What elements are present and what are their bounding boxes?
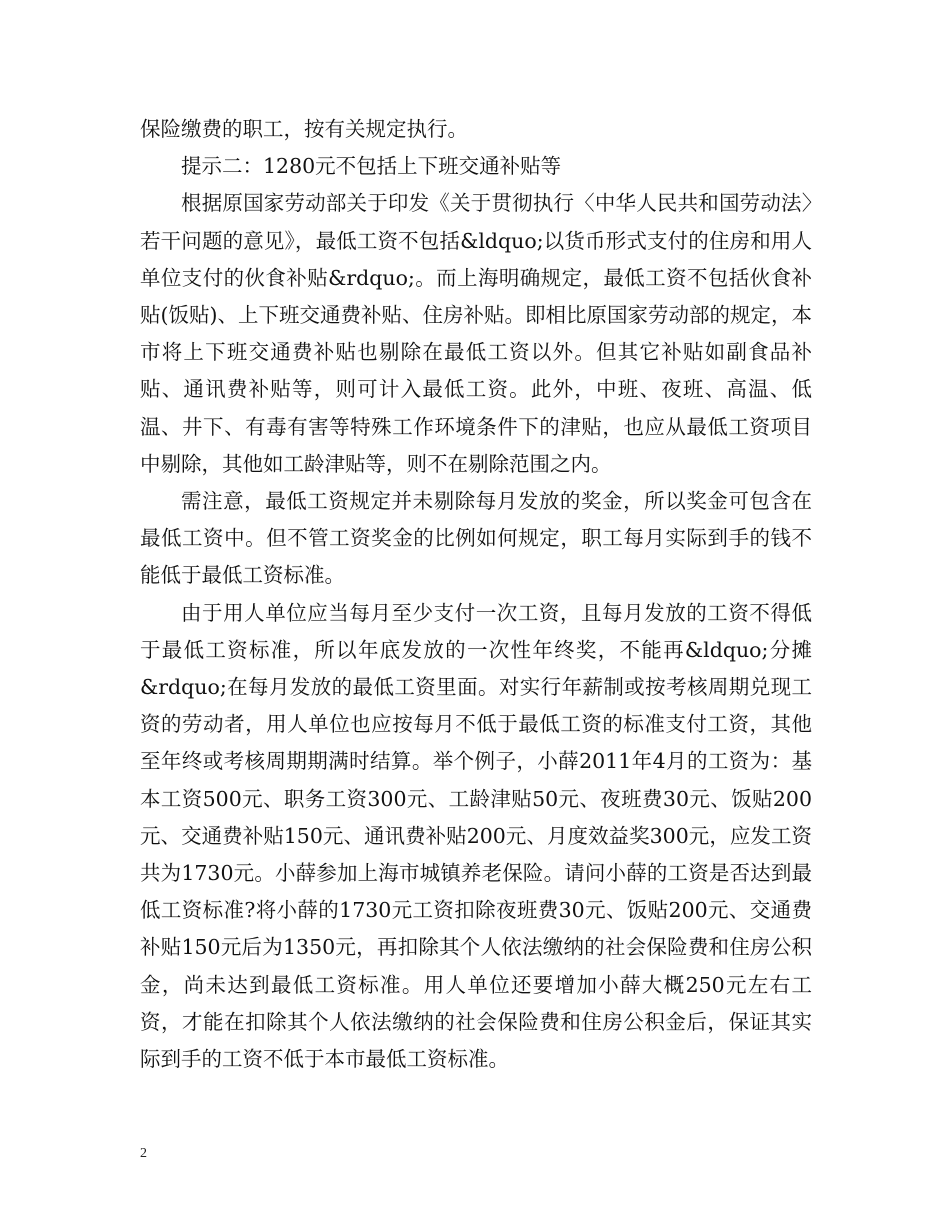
paragraph-bonus-note: 需注意，最低工资规定并未剔除每月发放的奖金，所以奖金可包含在最低工资中。但不管工资奖金的比例如何规定，职工每月实际到手的钱不能低于最低工资标准。: [140, 489, 812, 588]
document-body: [140, 111, 812, 1078]
paragraph-example: 由于用人单位应当每月至少支付一次工资，且每月发放的工资不得低于最低工资标准，所以年底发放的一次性年终奖，不能再&ldquo;分摊&rdquo;在每月发放的最低工资里面。对实行年薪制或按考核周期兑现工资的劳动者，用人单位也应按每月不低于最低工资的标准支付工资，其他至年终或考核周期期满时结算。举个例子，小薛2011年4月的工资为：基本工资500元、职务工资300元、工龄津贴50元、夜班费30元、饭贴200元、交通费补贴150元、通讯费补贴200元、月度效益奖300元，应发工资共为1730元。小薛参加上海市城镇养老保险。请问小薛的工资是否达到最低工资标准?将小薛的1730元工资扣除夜班费30元、饭贴200元、交通费补贴150元后为1350元，再扣除其个人依法缴纳的社会保险费和住房公积金，尚未达到最低工资标准。用人单位还要增加小薛大概250元左右工资，才能在扣除其个人依法缴纳的社会保险费和住房公积金后，保证其实际到手的工资不低于本市最低工资标准。: [140, 600, 812, 1072]
paragraph-continuation: 保险缴费的职工，按有关规定执行。: [140, 117, 468, 141]
page-number: 2: [140, 1146, 147, 1161]
section-heading-tip-two: 提示二：1280元不包括上下班交通补贴等: [181, 154, 562, 179]
paragraph-regulation: 根据原国家劳动部关于印发《关于贯彻执行〈中华人民共和国劳动法〉若干问题的意见》，最低工资不包括&ldquo;以货币形式支付的住房和用人单位支付的伙食补贴&rdquo;。而上海明确规定，最低工资不包括伙食补贴(饭贴)、上下班交通费补贴、住房补贴。即相比原国家劳动部的规定，本市将上下班交通费补贴也剔除在最低工资以外。但其它补贴如副食品补贴、通讯费补贴等，则可计入最低工资。此外，中班、夜班、高温、低温、井下、有毒有害等特殊工作环境条件下的津贴，也应从最低工资项目中剔除，其他如工龄津贴等，则不在剔除范围之内。: [140, 191, 812, 476]
